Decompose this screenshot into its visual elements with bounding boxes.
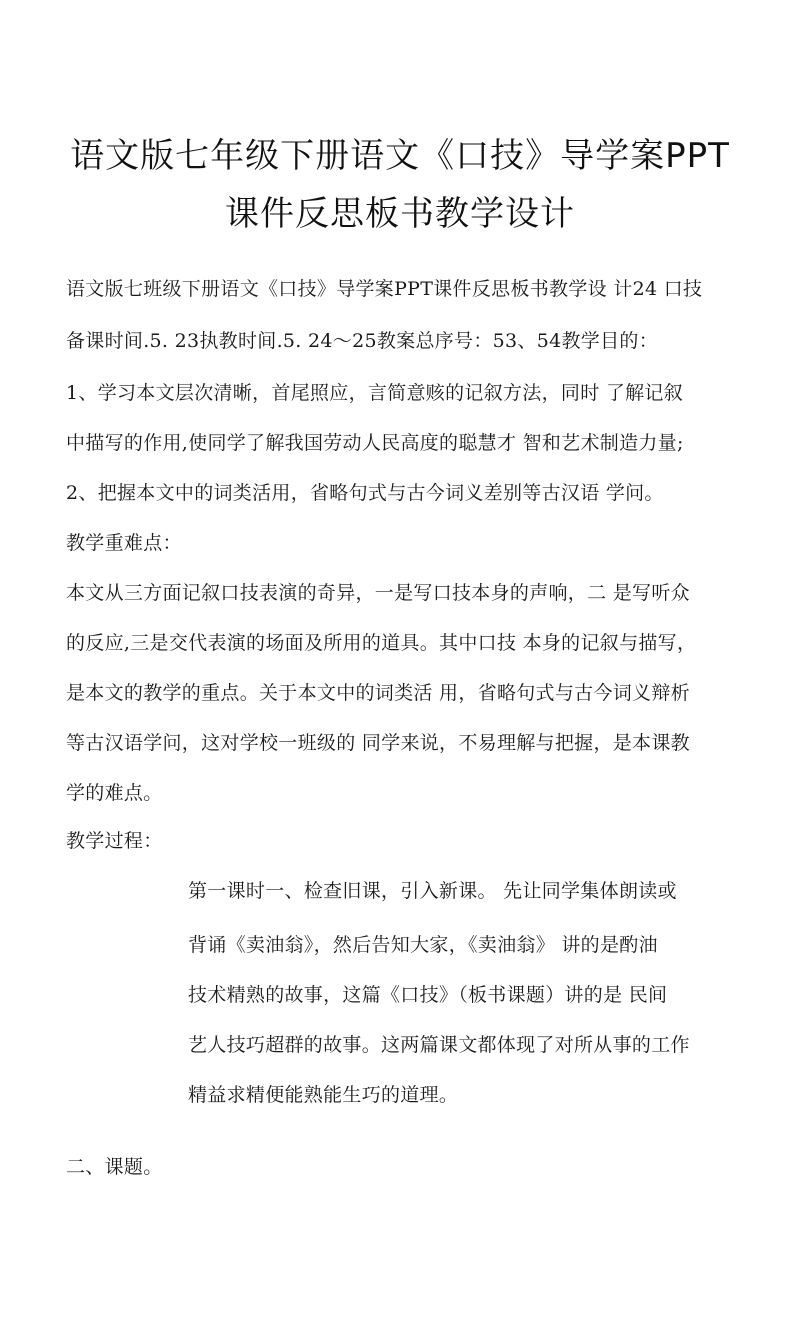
body-line: 备课时间.5. 23执教时间.5. 24〜25教案总序号：53、54教学目的： (66, 330, 658, 352)
section-heading: 二、课题。 (66, 1156, 163, 1178)
body-line: 本文从三方面记叙口技表演的奇异，一是写口技本身的声响，二 是写听众 (66, 582, 690, 604)
document-title-line-2: 课件反思板书教学设计 (225, 194, 575, 234)
body-line: 的反应,三是交代表演的场面及所用的道具。其中口技 本身的记叙与描写， (66, 632, 697, 654)
body-line: 1、学习本文层次清晰，首尾照应，言简意赅的记叙方法，同时 了解记叙 (66, 382, 684, 404)
body-line: 中描写的作用,使同学了解我国劳动人民高度的聪慧才 智和艺术制造力量; (66, 432, 684, 454)
indented-line: 技术精熟的故事，这篇《口技》（板书课题）讲的是 民间 (188, 984, 668, 1006)
body-line: 等古汉语学问，这对学校一班级的 同学来说，不易理解与把握，是本课教 (66, 732, 690, 754)
indented-line: 艺人技巧超群的故事。这两篇课文都体现了对所从事的工作 (188, 1034, 690, 1056)
indented-line: 第一课时一、检查旧课，引入新课。 先让同学集体朗读或 (188, 880, 677, 902)
section-label-process: 教学过程： (66, 830, 163, 852)
body-line: 语文版七班级下册语文《口技》导学案PPT课件反思板书教学设 计24 口技 (66, 278, 703, 300)
body-line: 学的难点。 (66, 782, 163, 804)
body-line: 是本文的教学的重点。关于本文中的词类活 用，省略句式与古今词义辩析 (66, 682, 690, 704)
section-label-difficulties: 教学重难点： (66, 532, 182, 554)
document-title-line-1: 语文版七年级下册语文《口技》导学案PPT (70, 136, 730, 176)
body-line: 2、把握本文中的词类活用，省略句式与古今词义差别等古汉语 学问。 (66, 482, 664, 504)
indented-line: 背诵《卖油翁》，然后告知大家，《卖油翁》 讲的是酌油 (188, 934, 658, 956)
indented-line: 精益求精便能熟能生巧的道理。 (188, 1084, 459, 1106)
